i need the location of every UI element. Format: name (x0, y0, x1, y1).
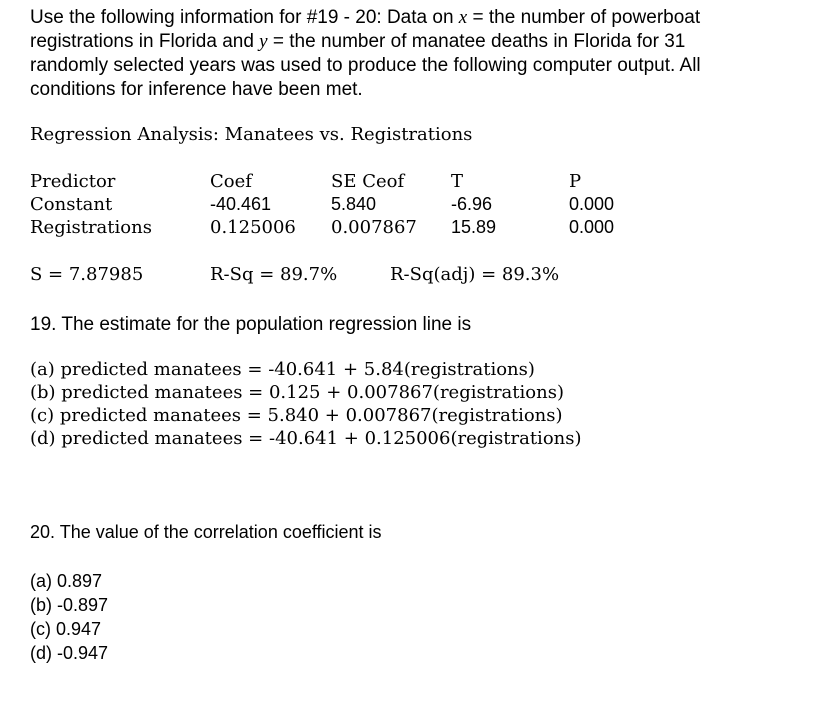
choice-a: (a) predicted manatees = -40.641 + 5.84(registrations) (30, 359, 535, 380)
stat-s: S = 7.87985 (30, 264, 144, 285)
intro-line-3: randomly selected years was used to produce the following computer output. All (30, 55, 701, 76)
question-20: 20. The value of the correlation coefficient is (30, 522, 382, 542)
question-19-choices (30, 358, 582, 450)
intro-line-2: registrations in Florida and y = the number of manatee deaths in Florida for 31 (30, 31, 686, 52)
choice-d: (d) predicted manatees = -40.641 + 0.125006(registrations) (30, 428, 582, 449)
table-row (30, 216, 614, 239)
cell-se-coef: 0.007867 (331, 217, 417, 238)
cell-se-coef: 5.840 (331, 194, 377, 214)
cell-coef: 0.125006 (210, 217, 296, 238)
header-predictor: Predictor (30, 171, 116, 192)
choice-c: (c) predicted manatees = 5.840 + 0.007867(registrations) (30, 405, 563, 426)
header-p: P (569, 171, 582, 192)
regression-table (30, 170, 614, 239)
header-t: T (451, 171, 464, 192)
cell-t: 15.89 (451, 217, 497, 237)
cell-p: 0.000 (569, 194, 615, 214)
cell-p: 0.000 (569, 217, 615, 237)
choice-d: (d) -0.947 (30, 643, 109, 663)
choice-b: (b) -0.897 (30, 595, 109, 615)
cell-t: -6.96 (451, 194, 493, 214)
intro-line-4: conditions for inference have been met. (30, 79, 363, 100)
variable-x: x (458, 7, 468, 28)
cell-predictor: Registrations (30, 217, 152, 238)
choice-c: (c) 0.947 (30, 619, 102, 639)
regression-title: Regression Analysis: Manatees vs. Registrations (30, 124, 473, 145)
stat-rsq-adj: R-Sq(adj) = 89.3% (390, 264, 560, 285)
cell-predictor: Constant (30, 194, 113, 215)
intro-line-1: Use the following information for #19 - 20: Data on x = the number of powerboat (30, 7, 701, 28)
table-header-row (30, 170, 614, 193)
question-20-choices (30, 569, 108, 665)
cell-coef: -40.461 (210, 194, 272, 214)
choice-a: (a) 0.897 (30, 571, 103, 591)
question-19: 19. The estimate for the population regression line is (30, 314, 472, 335)
stat-rsq: R-Sq = 89.7% (210, 264, 338, 285)
intro-paragraph (30, 6, 810, 102)
header-se-coef: SE Ceof (331, 171, 405, 192)
header-coef: Coef (210, 171, 252, 192)
variable-y: y (259, 31, 268, 52)
table-row (30, 193, 614, 216)
choice-b: (b) predicted manatees = 0.125 + 0.007867(registrations) (30, 382, 564, 403)
